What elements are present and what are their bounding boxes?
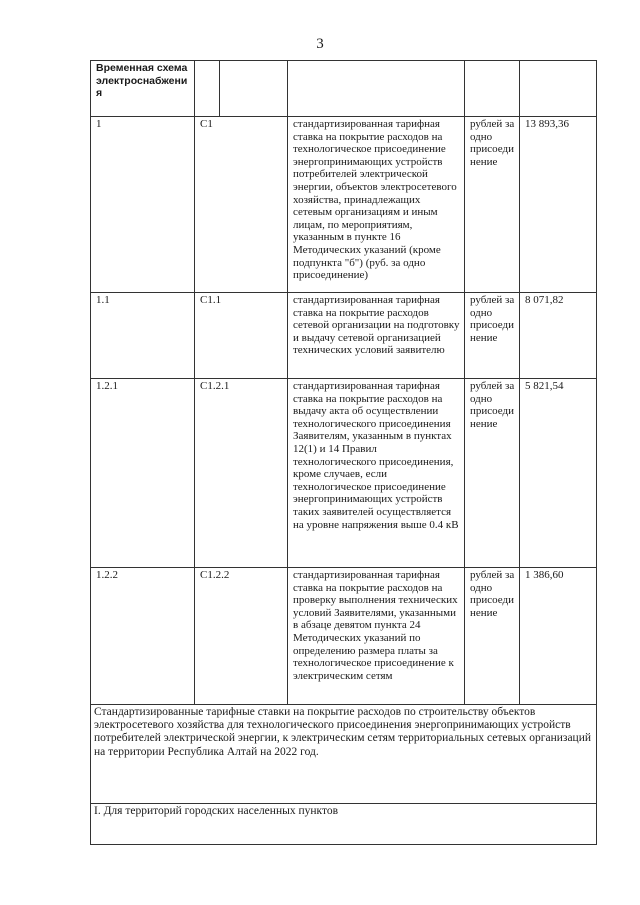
row-code: С1.2.2: [195, 568, 288, 705]
summary-text: Стандартизированные тарифные ставки на покрытие расходов по строительству объектов электросетевого хозяйства для технологического присоединения энергопринимающих устройств потребителей электрической энергии, к электрическим сетям территориальных сетевых организаций на территории Республика Алтай на 2022 год.: [91, 705, 597, 804]
row-value: 1 386,60: [520, 568, 597, 705]
table-row: [91, 379, 597, 568]
row-number: 1.2.1: [91, 379, 195, 568]
row-number: 1.2.2: [91, 568, 195, 705]
summary-row: [91, 705, 597, 804]
header-empty-cell: [195, 61, 220, 117]
row-number: 1.1: [91, 293, 195, 379]
tariff-table: [90, 60, 597, 845]
row-description: стандартизированная тарифная ставка на покрытие расходов сетевой организации на подготовку и выдачу сетевой организацией технических условий заявителю: [288, 293, 465, 379]
header-empty-cell: [520, 61, 597, 117]
header-empty-cell: [220, 61, 288, 117]
row-unit: рублей за одно присоединение: [465, 293, 520, 379]
row-unit: рублей за одно присоединение: [465, 568, 520, 705]
table-row: [91, 117, 597, 293]
row-number: 1: [91, 117, 195, 293]
page-number: 3: [316, 36, 324, 52]
row-code: С1.1: [195, 293, 288, 379]
row-description: стандартизированная тарифная ставка на покрытие расходов на выдачу акта об осуществлении технологического присоединения Заявителям, указанным в пунктах 12(1) и 14 Правил технологического присоединения, кроме случаев, если технологическое присоединение энергопринимающих устройств таких заявителей осуществляется на уровне напряжения выше 0.4 кВ: [288, 379, 465, 568]
section-heading: I. Для территорий городских населенных пунктов: [91, 804, 597, 845]
row-description: стандартизированная тарифная ставка на покрытие расходов на технологическое присоединение энергопринимающих устройств потребителей электрической энергии, объектов электросетевого хозяйства, принадлежащих сетевым организациям и иным лицам, по мероприятиям, указанным в пункте 16 Методических указаний (кроме подпункта "б") (руб. за одно присоединение): [288, 117, 465, 293]
row-unit: рублей за одно присоединение: [465, 117, 520, 293]
row-value: 13 893,36: [520, 117, 597, 293]
row-code: С1.2.1: [195, 379, 288, 568]
header-empty-cell: [288, 61, 465, 117]
header-empty-cell: [465, 61, 520, 117]
row-value: 5 821,54: [520, 379, 597, 568]
table-header-row: [91, 61, 597, 117]
row-value: 8 071,82: [520, 293, 597, 379]
table-row: [91, 293, 597, 379]
row-code: С1: [195, 117, 288, 293]
table-row: [91, 568, 597, 705]
row-description: стандартизированная тарифная ставка на покрытие расходов на проверку выполнения технических условий Заявителями, указанными в абзаце девятом пункта 24 Методических указаний по определению размера платы за технологическое присоединение к электрическим сетям: [288, 568, 465, 705]
header-period-cell: Временная схема электроснабжения: [91, 61, 195, 117]
row-unit: рублей за одно присоединение: [465, 379, 520, 568]
section-row: [91, 804, 597, 845]
